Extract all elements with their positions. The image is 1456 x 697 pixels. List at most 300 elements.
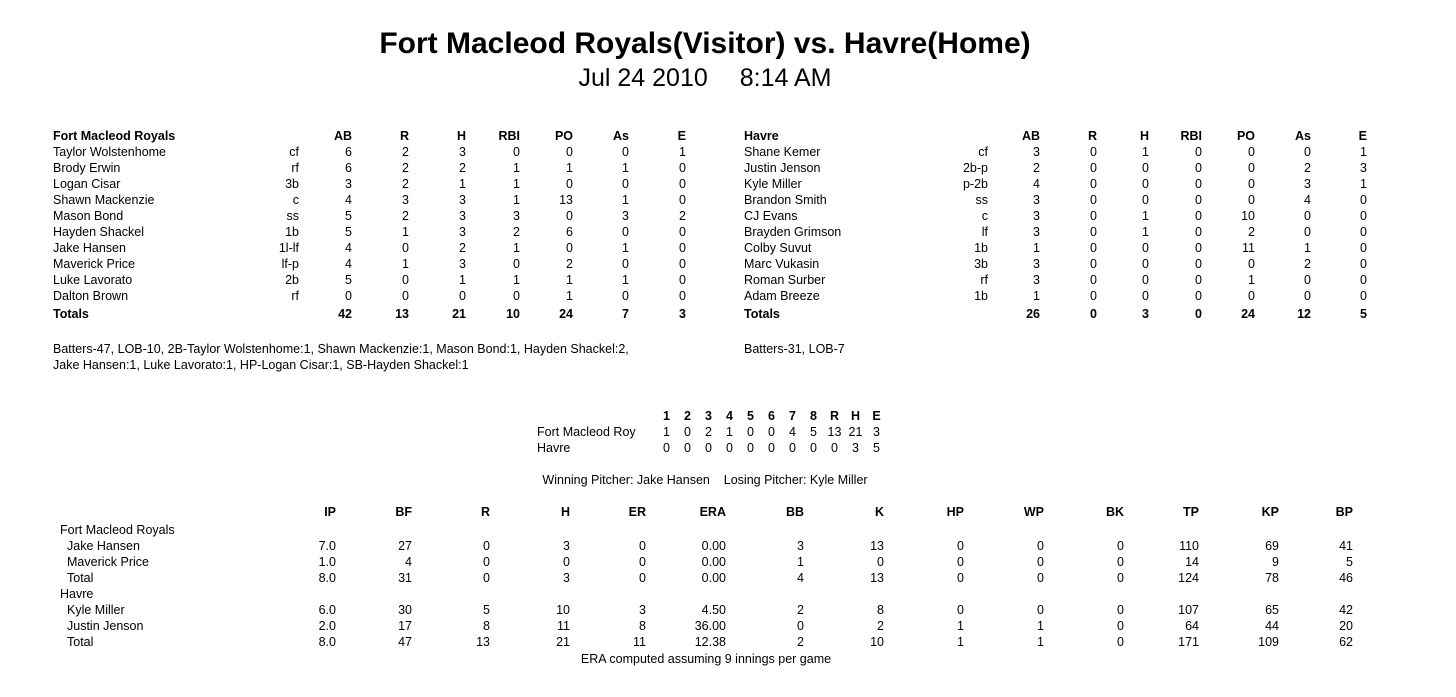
stat-cell: 0	[1360, 225, 1367, 239]
stat-cell: 3	[1033, 273, 1040, 287]
player-name: Mason Bond	[53, 209, 124, 223]
player-position: 1l-lf	[278, 241, 299, 255]
totals-cell: 3	[679, 307, 686, 321]
stat-cell: 1	[622, 161, 629, 175]
stat-cell: 2	[1033, 161, 1040, 175]
pitching-stat-cell: 0	[1117, 619, 1124, 633]
linescore-cell: 13	[827, 425, 842, 439]
game-date: Jul 24 2010	[578, 64, 708, 92]
stat-cell: 1	[679, 145, 686, 159]
pos-header-spacer	[944, 128, 988, 144]
pitching-stat-cell: 109	[1258, 635, 1279, 649]
home-notes: Batters-31, LOB-7	[744, 342, 845, 356]
pos-header-spacer	[259, 128, 299, 144]
pitching-column-header: TP	[1183, 505, 1199, 519]
pitcher-name: Maverick Price	[67, 555, 149, 569]
player-position: c	[981, 209, 988, 223]
pitching-stat-cell: 0.00	[701, 571, 726, 585]
stat-cell: 0	[622, 177, 629, 191]
pitching-stat-cell: 1	[1037, 635, 1044, 649]
stat-cell: 3	[1033, 193, 1040, 207]
player-position: 3b	[285, 177, 299, 191]
player-name: Colby Suvut	[744, 241, 812, 255]
pitching-stat-cell: 0	[483, 555, 490, 569]
pitching-stat-cell: 10	[556, 603, 570, 617]
pitching-column-header: IP	[324, 505, 336, 519]
pitching-stat-cell: 13	[870, 539, 884, 553]
stat-cell: 3	[459, 145, 466, 159]
linescore-cell: 3	[873, 425, 880, 439]
table-row	[53, 160, 686, 176]
stat-cell: 0	[679, 161, 686, 175]
pitching-stat-cell: 2	[797, 603, 804, 617]
pitching-name-header	[60, 504, 278, 520]
player-position: ss	[975, 193, 988, 207]
totals-label: Totals	[53, 307, 89, 321]
column-header: AB	[1021, 129, 1040, 143]
stat-cell: 0	[1360, 209, 1367, 223]
stat-cell: 1	[513, 161, 520, 175]
totals-cell: 24	[1241, 307, 1255, 321]
player-name: Roman Surber	[744, 273, 826, 287]
stat-cell: 0	[566, 209, 573, 223]
pitching-stat-cell: 46	[1339, 571, 1353, 585]
linescore-header-row	[537, 408, 887, 424]
column-header: R	[1087, 129, 1097, 143]
pitching-stat-cell: 0	[1117, 571, 1124, 585]
pitching-stat-cell: 78	[1265, 571, 1279, 585]
pitcher-name: Total	[67, 571, 94, 585]
pitching-column-header: R	[480, 505, 490, 519]
stat-cell: 0	[1195, 161, 1202, 175]
pitcher-name: Justin Jenson	[67, 619, 144, 633]
column-header: RBI	[1180, 129, 1202, 143]
table-row	[53, 144, 686, 160]
inning-header: 4	[726, 409, 733, 423]
stat-cell: 0	[402, 241, 409, 255]
stat-cell: 4	[345, 241, 352, 255]
stat-cell: 0	[679, 177, 686, 191]
column-header: As	[1295, 129, 1311, 143]
stat-cell: 0	[1360, 193, 1367, 207]
pitching-stat-cell: 11	[633, 635, 646, 649]
table-row	[53, 272, 686, 288]
pitching-stat-cell: 17	[398, 619, 412, 633]
column-header: H	[456, 129, 466, 143]
stat-cell: 4	[345, 193, 352, 207]
stat-cell: 0	[1195, 193, 1202, 207]
pitching-column-header: KP	[1261, 505, 1279, 519]
stat-cell: 0	[1248, 145, 1255, 159]
pitching-stat-cell: 0	[877, 555, 884, 569]
column-header: PO	[1236, 129, 1255, 143]
totals-cell: 42	[338, 307, 352, 321]
pitching-stat-cell: 47	[398, 635, 412, 649]
stat-cell: 0	[1360, 241, 1367, 255]
stat-cell: 2	[566, 257, 573, 271]
stat-cell: 1	[1360, 177, 1367, 191]
pitching-stat-cell: 0	[957, 555, 964, 569]
stat-cell: 6	[345, 145, 352, 159]
stat-cell: 1	[1033, 241, 1040, 255]
pitching-stat-cell: 0	[483, 571, 490, 585]
stat-cell: 3	[345, 177, 352, 191]
pitching-stat-cell: 0	[1117, 635, 1124, 649]
stat-cell: 0	[679, 241, 686, 255]
stat-cell: 5	[345, 273, 352, 287]
player-position: rf	[291, 289, 299, 303]
stat-cell: 0	[622, 225, 629, 239]
totals-row	[53, 304, 686, 324]
pitcher-name: Total	[67, 635, 94, 649]
pitcher-row	[60, 538, 1353, 554]
stat-cell: 0	[1248, 161, 1255, 175]
stat-cell: 2	[459, 161, 466, 175]
stat-cell: 1	[622, 241, 629, 255]
stat-cell: 0	[622, 145, 629, 159]
totals-spacer	[259, 304, 299, 324]
visitor-batting-table	[53, 128, 686, 324]
stat-cell: 0	[1304, 289, 1311, 303]
inning-header: 2	[684, 409, 691, 423]
player-position: 1b	[974, 289, 988, 303]
table-row	[744, 224, 1367, 240]
pitching-column-header: BF	[395, 505, 412, 519]
stat-cell: 0	[402, 273, 409, 287]
pitcher-row	[60, 618, 1353, 634]
table-row	[53, 240, 686, 256]
visitor-notes	[53, 341, 629, 373]
stat-cell: 3	[459, 209, 466, 223]
table-row	[744, 192, 1367, 208]
stat-cell: 6	[566, 225, 573, 239]
pitching-stat-cell: 7.0	[318, 539, 336, 553]
inning-header: 1	[663, 409, 670, 423]
totals-row	[744, 304, 1367, 324]
table-row	[53, 288, 686, 304]
pitching-column-header: HP	[946, 505, 964, 519]
linescore-team: Havre	[537, 441, 571, 455]
pitching-stat-cell: 62	[1339, 635, 1353, 649]
stat-cell: 0	[1195, 145, 1202, 159]
totals-label: Totals	[744, 307, 780, 321]
stat-cell: 0	[1090, 241, 1097, 255]
player-name: Kyle Miller	[744, 177, 802, 191]
player-position: 1b	[974, 241, 988, 255]
table-row	[53, 176, 686, 192]
player-name: Brody Erwin	[53, 161, 121, 175]
pitching-stat-cell: 27	[398, 539, 412, 553]
player-position: p-2b	[962, 177, 988, 191]
stat-cell: 0	[679, 257, 686, 271]
linescore-cell: 0	[789, 441, 796, 455]
totals-cell: 12	[1297, 307, 1311, 321]
pitcher-row	[60, 602, 1353, 618]
player-position: 2b	[285, 273, 299, 287]
player-name: Justin Jenson	[744, 161, 821, 175]
stat-cell: 0	[1360, 257, 1367, 271]
pitching-box	[60, 504, 1353, 650]
pitching-stat-cell: 11	[557, 619, 570, 633]
stat-cell: 11	[1242, 241, 1255, 255]
pitching-stat-cell: 10	[870, 635, 884, 649]
stat-cell: 3	[1033, 225, 1040, 239]
pitching-table	[60, 504, 1353, 650]
stat-cell: 1	[622, 193, 629, 207]
column-header: PO	[554, 129, 573, 143]
stat-cell: 2	[402, 145, 409, 159]
pitcher-name: Kyle Miller	[67, 603, 125, 617]
stat-cell: 0	[1090, 225, 1097, 239]
pitching-stat-cell: 0	[639, 555, 646, 569]
totals-cell: 10	[506, 307, 520, 321]
stat-cell: 0	[1090, 145, 1097, 159]
column-header: As	[613, 129, 629, 143]
stat-cell: 0	[1304, 273, 1311, 287]
pitching-column-header: WP	[1023, 505, 1044, 519]
player-position: rf	[291, 161, 299, 175]
linescore-row	[537, 424, 887, 440]
stat-cell: 0	[1090, 177, 1097, 191]
stat-cell: 0	[1142, 241, 1149, 255]
pitching-stat-cell: 0	[563, 555, 570, 569]
visitor-batting-box	[53, 128, 686, 324]
pitching-stat-cell: 1.0	[318, 555, 336, 569]
pitching-stat-cell: 14	[1185, 555, 1199, 569]
linescore-row	[537, 440, 887, 456]
player-name: Adam Breeze	[744, 289, 820, 303]
player-name: CJ Evans	[744, 209, 798, 223]
pitching-stat-cell: 1	[1037, 619, 1044, 633]
player-position: 2b-p	[962, 161, 988, 175]
player-position: lf-p	[281, 257, 299, 271]
stat-cell: 0	[566, 145, 573, 159]
stat-cell: 3	[459, 257, 466, 271]
stat-cell: 0	[679, 193, 686, 207]
inning-header: 7	[789, 409, 796, 423]
stat-cell: 1	[513, 193, 520, 207]
pitching-stat-cell: 4.50	[701, 603, 726, 617]
totals-cell: 24	[559, 307, 573, 321]
pitching-stat-cell: 1	[957, 619, 964, 633]
pitching-stat-cell: 6.0	[318, 603, 336, 617]
totals-cell: 0	[1090, 307, 1097, 321]
column-header: R	[399, 129, 409, 143]
stat-cell: 0	[679, 273, 686, 287]
stat-cell: 0	[1248, 193, 1255, 207]
stat-cell: 1	[513, 241, 520, 255]
stat-cell: 1	[622, 273, 629, 287]
inning-header: 5	[747, 409, 754, 423]
pitching-stat-cell: 0	[639, 571, 646, 585]
table-row	[744, 240, 1367, 256]
visitor-notes-line-2: Jake Hansen:1, Luke Lavorato:1, HP-Logan Cisar:1, SB-Hayden Shackel:1	[53, 358, 469, 372]
linescore-cell: 0	[768, 425, 775, 439]
pitching-stat-cell: 65	[1265, 603, 1279, 617]
stat-cell: 1	[402, 225, 409, 239]
stat-cell: 0	[1142, 161, 1149, 175]
totals-cell: 3	[1142, 307, 1149, 321]
team-name: Havre	[744, 129, 779, 143]
stat-cell: 3	[1033, 209, 1040, 223]
pitcher-row	[60, 634, 1353, 650]
pitching-stat-cell: 21	[556, 635, 570, 649]
pitching-column-header: ERA	[699, 505, 726, 519]
player-name: Dalton Brown	[53, 289, 129, 303]
linescore-cell: 0	[831, 441, 838, 455]
visitor-notes-line-1: Batters-47, LOB-10, 2B-Taylor Wolstenhome:1, Shawn Mackenzie:1, Mason Bond:1, Hayden Shackel:2,	[53, 342, 629, 356]
visitor-header-row	[53, 128, 686, 144]
pitching-stat-cell: 110	[1179, 539, 1199, 553]
stat-cell: 0	[1142, 289, 1149, 303]
stat-cell: 0	[1090, 257, 1097, 271]
stat-cell: 13	[559, 193, 573, 207]
stat-cell: 0	[513, 257, 520, 271]
table-row	[744, 256, 1367, 272]
pitching-stat-cell: 0	[797, 619, 804, 633]
totals-cell: 0	[1195, 307, 1202, 321]
player-name: Taylor Wolstenhome	[53, 145, 167, 159]
pitching-stat-cell: 36.00	[694, 619, 726, 633]
linescore-cell: 0	[768, 441, 775, 455]
pitching-stat-cell: 5	[1346, 555, 1353, 569]
stat-cell: 0	[1195, 257, 1202, 271]
stat-cell: 1	[1304, 241, 1311, 255]
player-name: Shawn Mackenzie	[53, 193, 155, 207]
linescore-cell: 1	[663, 425, 670, 439]
stat-cell: 1	[1360, 145, 1367, 159]
stat-cell: 0	[1090, 193, 1097, 207]
totals-cell: 26	[1026, 307, 1040, 321]
totals-cell: 5	[1360, 307, 1367, 321]
stat-cell: 3	[513, 209, 520, 223]
pitching-stat-cell: 69	[1265, 539, 1279, 553]
pitching-stat-cell: 0	[1117, 555, 1124, 569]
stat-cell: 1	[1142, 209, 1149, 223]
stat-cell: 1	[1142, 145, 1149, 159]
inning-header: E	[872, 409, 881, 423]
pitching-stat-cell: 8	[483, 619, 490, 633]
pitching-stat-cell: 2	[797, 635, 804, 649]
stat-cell: 2	[402, 209, 409, 223]
stat-cell: 0	[513, 289, 520, 303]
stat-cell: 3	[622, 209, 629, 223]
player-name: Luke Lavorato	[53, 273, 133, 287]
stat-cell: 1	[402, 257, 409, 271]
linescore-cell: 1	[726, 425, 733, 439]
pitching-stat-cell: 4	[405, 555, 412, 569]
inning-header: H	[850, 409, 861, 423]
pitching-stat-cell: 9	[1272, 555, 1279, 569]
column-header: E	[1358, 129, 1367, 143]
stat-cell: 4	[1304, 193, 1311, 207]
linescore-cell: 5	[873, 441, 880, 455]
stat-cell: 4	[1033, 177, 1040, 191]
stat-cell: 1	[566, 161, 573, 175]
stat-cell: 0	[1304, 225, 1311, 239]
totals-cell: 13	[395, 307, 409, 321]
linescore-cell: 0	[726, 441, 733, 455]
pitching-stat-cell: 13	[870, 571, 884, 585]
stat-cell: 1	[1142, 225, 1149, 239]
stat-cell: 0	[1090, 289, 1097, 303]
page-title: Fort Macleod Royals(Visitor) vs. Havre(Home)	[379, 27, 1031, 60]
player-name: Brayden Grimson	[744, 225, 842, 239]
stat-cell: 3	[1033, 145, 1040, 159]
stat-cell: 2	[402, 177, 409, 191]
stat-cell: 1	[513, 177, 520, 191]
pitching-stat-cell: 0	[957, 603, 964, 617]
stat-cell: 0	[1142, 273, 1149, 287]
table-row	[53, 192, 686, 208]
linescore-cell: 2	[705, 425, 712, 439]
stat-cell: 5	[345, 209, 352, 223]
pitching-stat-cell: 4	[797, 571, 804, 585]
stat-cell: 3	[459, 225, 466, 239]
pitching-stat-cell: 8	[877, 603, 884, 617]
stat-cell: 0	[1195, 273, 1202, 287]
stat-cell: 2	[1304, 257, 1311, 271]
stat-cell: 0	[1360, 289, 1367, 303]
linescore-table	[537, 408, 887, 456]
stat-cell: 0	[1195, 241, 1202, 255]
stat-cell: 0	[1142, 177, 1149, 191]
pitcher-row	[60, 570, 1353, 586]
stat-cell: 0	[1360, 273, 1367, 287]
linescore-cell: 0	[684, 441, 691, 455]
stat-cell: 2	[1248, 225, 1255, 239]
linescore-cell: 0	[810, 441, 817, 455]
stat-cell: 0	[1142, 257, 1149, 271]
linescore-team-header	[537, 408, 656, 424]
stat-cell: 0	[679, 225, 686, 239]
column-header: H	[1139, 129, 1149, 143]
stat-cell: 0	[402, 289, 409, 303]
pitching-stat-cell: 0	[1117, 539, 1124, 553]
stat-cell: 0	[1090, 209, 1097, 223]
column-header: E	[677, 129, 686, 143]
stat-cell: 0	[1248, 177, 1255, 191]
stat-cell: 2	[1304, 161, 1311, 175]
stat-cell: 3	[1304, 177, 1311, 191]
home-batting-box	[744, 128, 1367, 324]
pitching-stat-cell: 171	[1178, 635, 1199, 649]
pitching-stat-cell: 0.00	[701, 539, 726, 553]
table-row	[744, 288, 1367, 304]
player-position: rf	[980, 273, 988, 287]
stat-cell: 0	[679, 289, 686, 303]
player-position: cf	[289, 145, 299, 159]
pitching-stat-cell: 3	[797, 539, 804, 553]
stat-cell: 2	[679, 209, 686, 223]
table-row	[744, 160, 1367, 176]
stat-cell: 0	[1248, 257, 1255, 271]
pitching-stat-cell: 13	[476, 635, 490, 649]
inning-header: 6	[768, 409, 775, 423]
pitching-stat-cell: 8	[639, 619, 646, 633]
pitching-stat-cell: 0	[1037, 603, 1044, 617]
game-time: 8:14 AM	[739, 64, 832, 92]
linescore-cell: 0	[747, 425, 754, 439]
pitching-stat-cell: 124	[1178, 571, 1199, 585]
stat-cell: 0	[1195, 177, 1202, 191]
player-position: 3b	[974, 257, 988, 271]
totals-cell: 7	[622, 307, 629, 321]
pitching-stat-cell: 2.0	[318, 619, 336, 633]
stat-cell: 0	[566, 241, 573, 255]
stat-cell: 0	[1142, 193, 1149, 207]
pitching-stat-cell: 44	[1265, 619, 1279, 633]
